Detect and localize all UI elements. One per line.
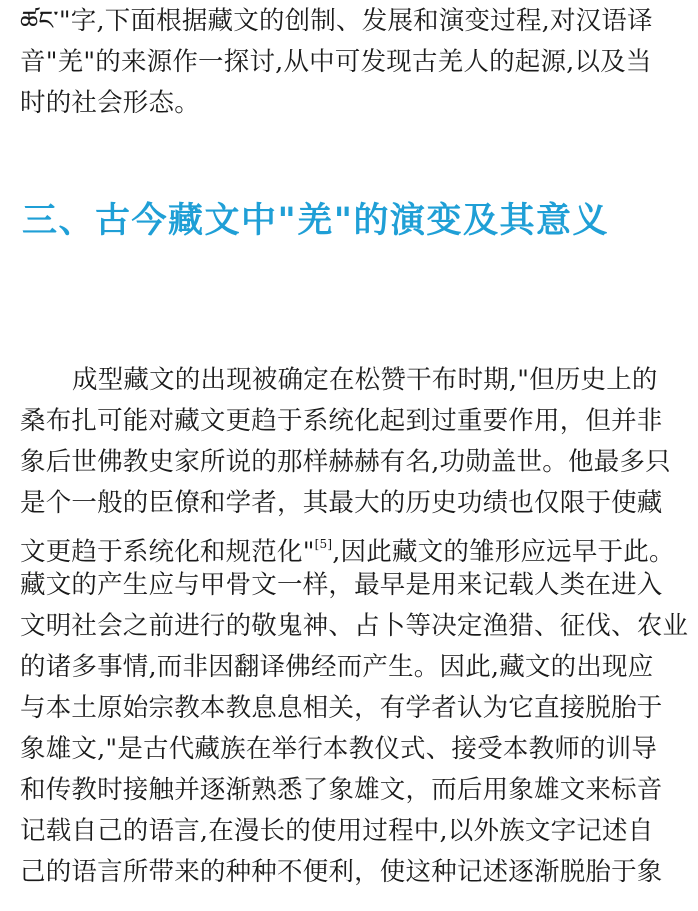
body-line-2: 桑布扎可能对藏文更趋于系统化起到过重要作用，但并非 — [20, 406, 663, 436]
body-line-6: 藏文的产生应与甲骨文一样，最早是用来记载人类在进入 — [20, 570, 663, 600]
body-line-10: 象雄文,"是古代藏族在举行本教仪式、接受本教师的训导 — [20, 734, 658, 764]
intro-line-2: 音"羌"的来源作一探讨,从中可发现古羌人的起源,以及当 — [20, 47, 652, 77]
intro-line-3: 时的社会形态。 — [20, 88, 200, 118]
body-line-3: 象后世佛教史家所说的那样赫赫有名,功勋盖世。他最多只 — [20, 447, 671, 477]
body-line-5-text-b: ,因此藏文的雏形应远早于此。 — [332, 537, 675, 567]
body-line-5-text-a: 文更趋于系统化和规范化" — [20, 537, 315, 567]
body-line-13: 己的语言所带来的种种不便利，使这种记述逐渐脱胎于象 — [20, 857, 663, 887]
body-line-7: 文明社会之前进行的敬鬼神、占卜等决定渔猎、征伐、农业 — [20, 611, 689, 641]
section-heading: 三、古今藏文中"羌"的演变及其意义 — [22, 201, 609, 241]
body-line-5 — [20, 525, 688, 571]
body-line-11: 和传教时接触并逐渐熟悉了象雄文，而后用象雄文来标音 — [20, 775, 663, 805]
body-line-1: 成型藏文的出现被确定在松赞干布时期,"但历史上的 — [72, 365, 658, 395]
intro-line-1: ཚང་"字,下面根据藏文的创制、发展和演变过程,对汉语译 — [20, 6, 653, 36]
body-line-4: 是个一般的臣僚和学者，其最大的历史功绩也仅限于使藏 — [20, 488, 663, 518]
footnote-marker: [5] — [314, 537, 333, 551]
body-line-12: 记载自己的语言,在漫长的使用过程中,以外族文字记述自 — [20, 816, 654, 846]
body-line-8: 的诸多事情,而非因翻译佛经而产生。因此,藏文的出现应 — [20, 652, 654, 682]
body-line-9: 与本土原始宗教本教息息相关，有学者认为它直接脱胎于 — [20, 693, 663, 723]
